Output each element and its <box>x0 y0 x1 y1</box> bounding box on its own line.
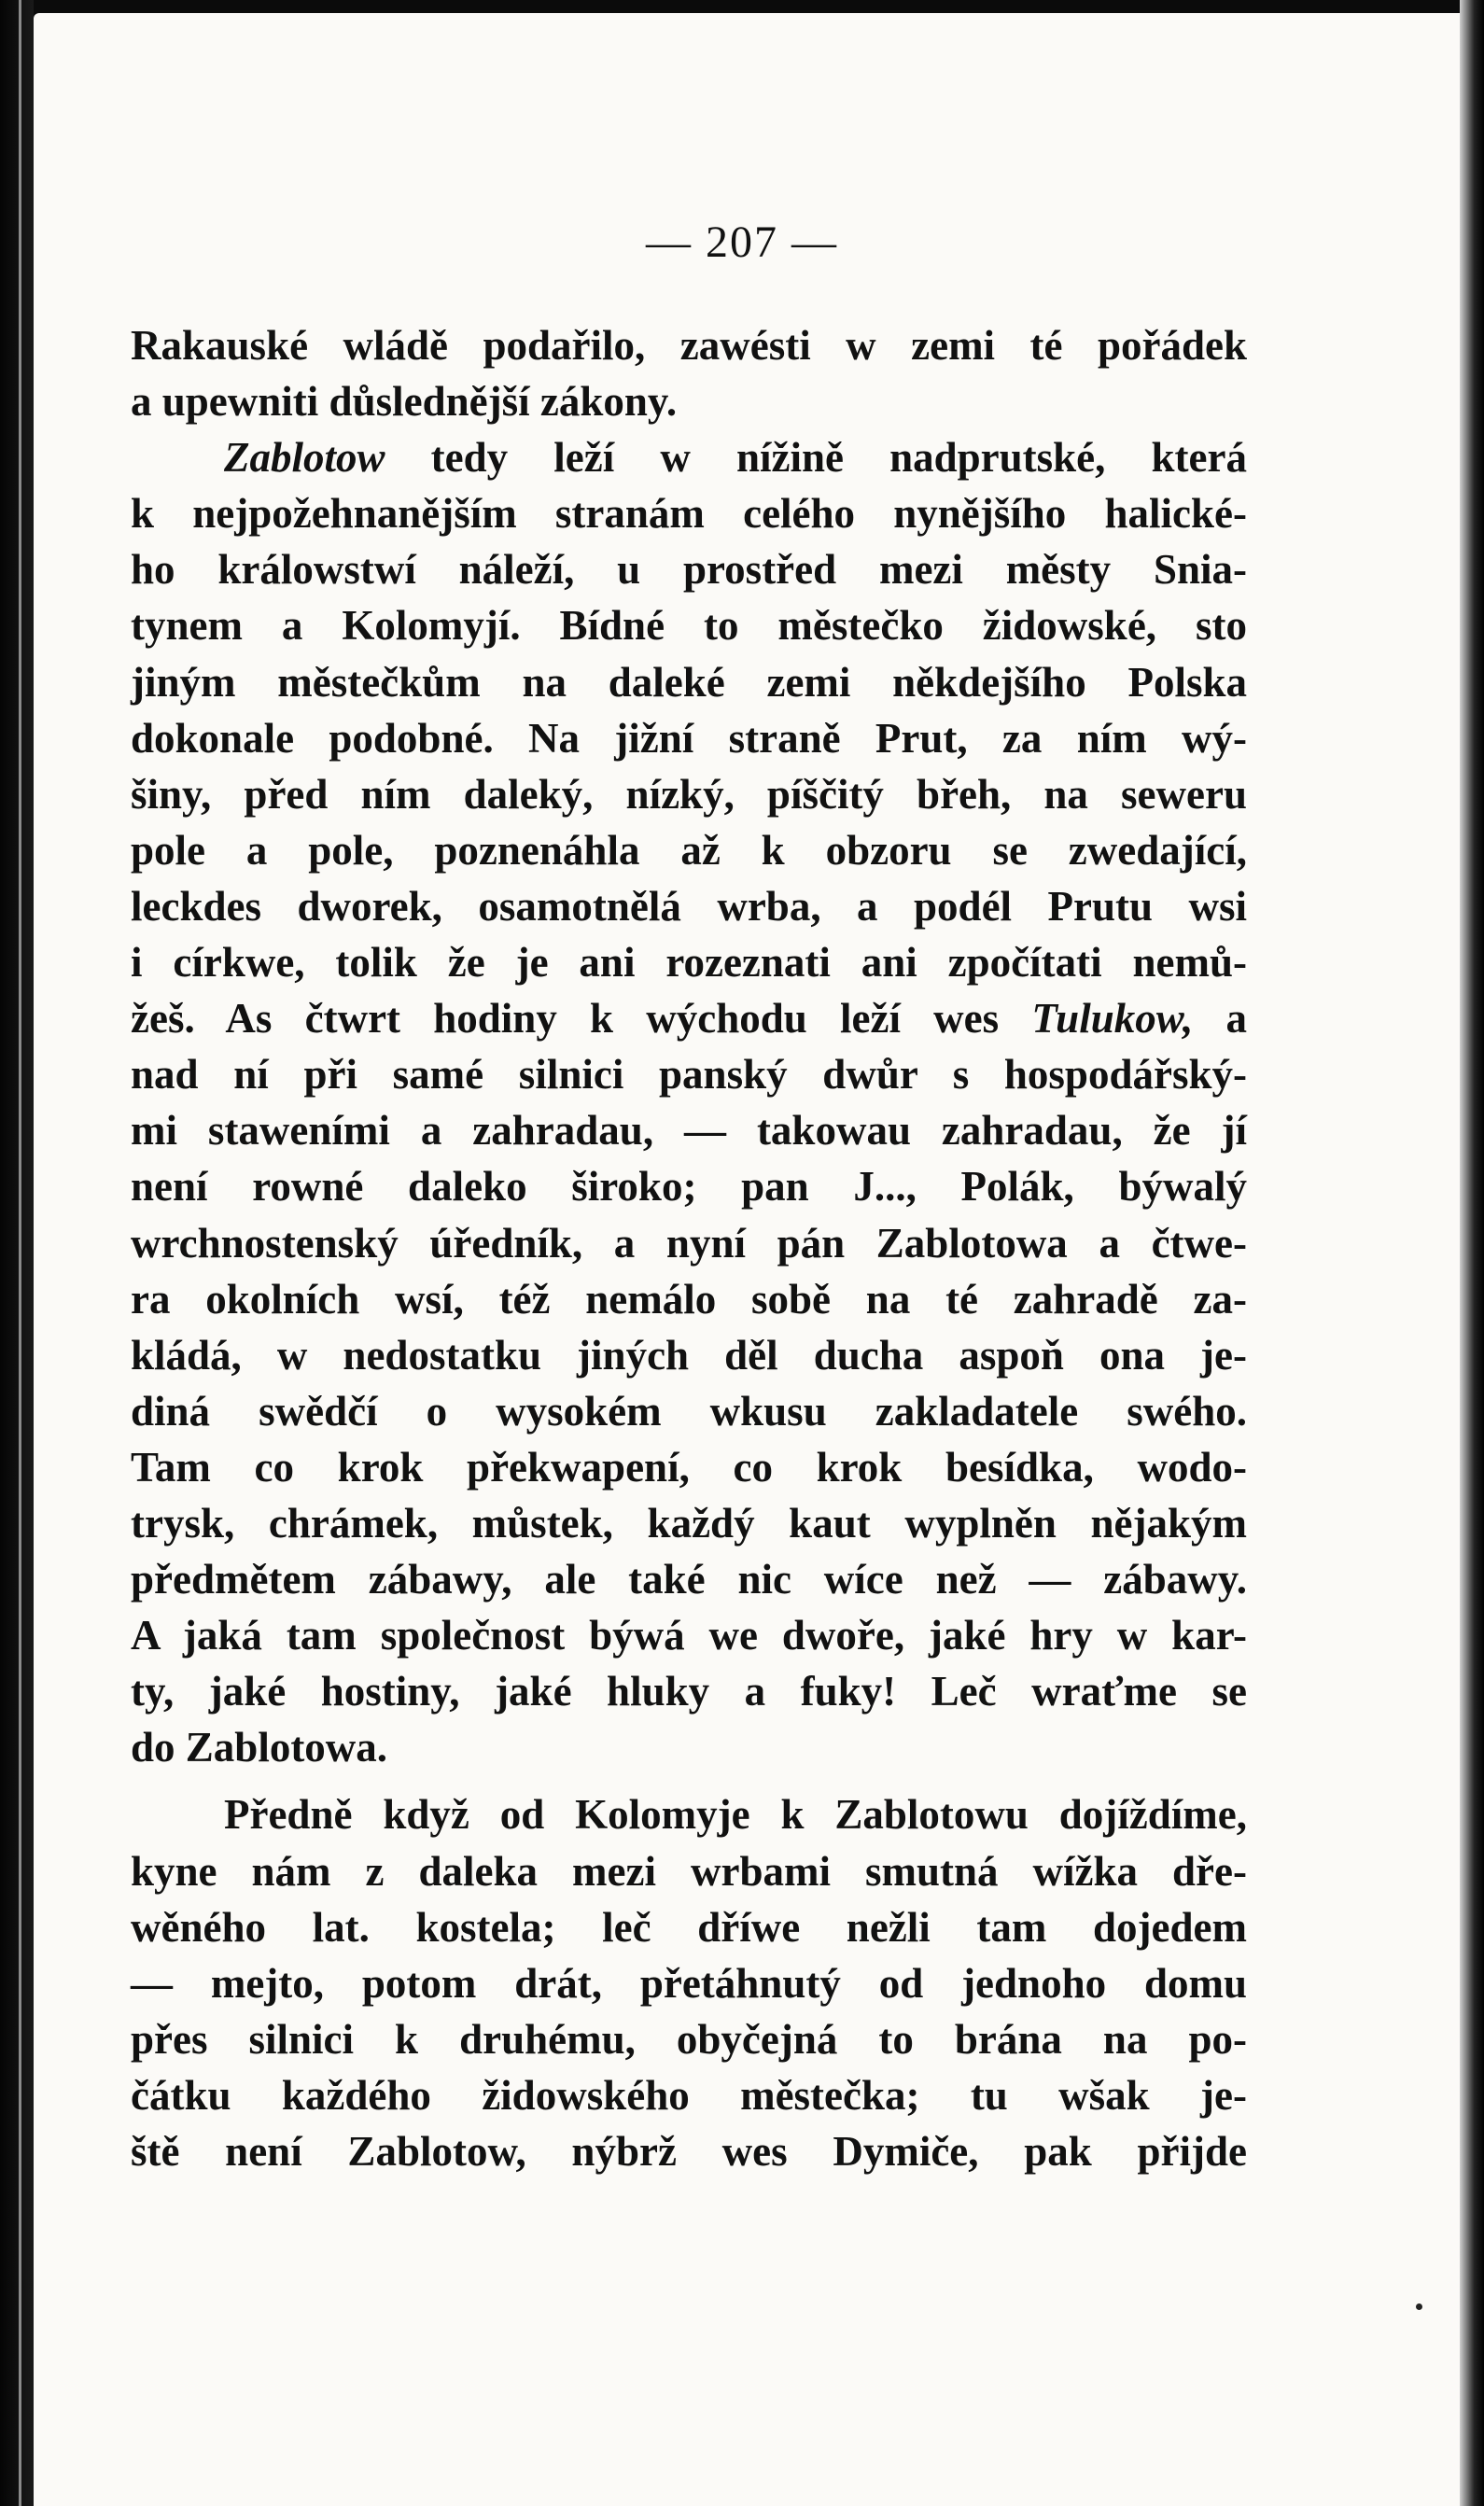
text-line: Rakauské wládě podařilo, zawésti w zemi té pořádek <box>131 322 1247 369</box>
text-line: pole a pole, poznenáhla až k obzoru se zwedající, <box>131 826 1247 874</box>
page-number: — 207 — <box>646 217 838 267</box>
page-text <box>131 317 1247 2179</box>
text-line: wrchnostenský úředník, a nyní pán Zablotowa a čtwe- <box>131 1219 1247 1267</box>
text-line: leckdes dworek, osamotnělá wrba, a podél Prutu wsi <box>131 882 1247 930</box>
text-line: šiny, před ním daleký, nízký, píščitý břeh, na sewеru <box>131 770 1247 818</box>
text-line: ty, jaké hostiny, jaké hluky a fuky! Leč wraťme se <box>131 1668 1247 1715</box>
scan-speck <box>1416 2303 1422 2310</box>
text-line: přes silnici k druhému, obyčejná to brána na po- <box>131 2015 1247 2063</box>
paragraph-1 <box>131 317 1247 429</box>
text-line: — mejto, potom drát, přetáhnutý od jednoho domu <box>131 1959 1247 2007</box>
text-line: do Zablotowa. <box>131 1724 388 1771</box>
text-run: tedy leží w nížině nadprutské, která <box>385 434 1247 482</box>
text-line: a upewniti důslednější zákony. <box>131 378 678 426</box>
paragraph-2 <box>131 429 1247 1775</box>
text-line: nad ní při samé silnici panský dwůr s hospodářský- <box>131 1051 1247 1099</box>
text-line: trysk, chrámek, můstek, každý kaut wyplněn nějakým <box>131 1499 1247 1547</box>
scan-left-shadow <box>0 0 34 2506</box>
paragraph-gap <box>131 1775 1247 1786</box>
text-run: žeš. As čtwrt hodiny k wýchodu leží wes <box>131 995 1032 1043</box>
text-line: Předně když od Kolomyje k Zablotowu dojíždíme, <box>224 1791 1247 1839</box>
place-name-italic: Tulukow, <box>1031 995 1194 1043</box>
text-line: dokonale podobné. Na jižní straně Prut, za ním wý- <box>131 714 1247 762</box>
text-line: A jaká tam společnost býwá we dwoře, jaké hry w kar- <box>131 1612 1247 1659</box>
text-line: k nejpožehnanějším stranám celého nynějšího halické- <box>131 490 1247 538</box>
text-line: i církwe, tolik že je ani rozeznati ani zpočítati nemů- <box>131 939 1247 987</box>
text-line: čátku každého židowského městečka; tu wšak je- <box>131 2071 1247 2119</box>
text-line: tynem a Kolomyjí. Bídné to městečko židowské, sto <box>131 602 1247 650</box>
text-line: wěného lat. kostela; leč dříwe nežli tam dojedem <box>131 1903 1247 1951</box>
place-name-italic: Zablotow <box>224 434 385 482</box>
text-line: ho králowstwí náleží, u prostřed mezi městy Snia- <box>131 546 1247 594</box>
text-line: mi staweními a zahradau, — takowau zahradau, že jí <box>131 1107 1247 1155</box>
text-line: Tam co krok překwapení, co krok besídka, wodo- <box>131 1443 1247 1491</box>
scan-right-edge <box>1460 0 1484 2506</box>
text-line: kyne nám z daleka mezi wrbami smutná wížka dře- <box>131 1847 1247 1895</box>
text-run: a <box>1193 995 1248 1043</box>
text-line: ště není Zablotow, nýbrž wes Dymiče, pak přijde <box>131 2128 1247 2175</box>
scan-left-edge-line <box>19 0 21 2506</box>
text-line: předmětem zábawy, ale také nic wíce než — zábawy. <box>131 1556 1247 1603</box>
text-line: není rowné daleko široko; pan J..., Polák, býwalý <box>131 1163 1247 1211</box>
paragraph-3 <box>131 1786 1247 2179</box>
text-line: ra okolních wsí, též nemálo sobě na té zahradě za- <box>131 1275 1247 1323</box>
text-line <box>131 990 1247 1046</box>
text-line: kládá, w nedostatku jiných děl ducha aspoň ona je- <box>131 1331 1247 1379</box>
text-line: jiným městečkům na daleké zemi někdejšího Polska <box>131 658 1247 706</box>
text-line <box>131 429 1247 485</box>
text-line: diná swědčí o wysokém wkusu zakladatele swého. <box>131 1387 1247 1435</box>
